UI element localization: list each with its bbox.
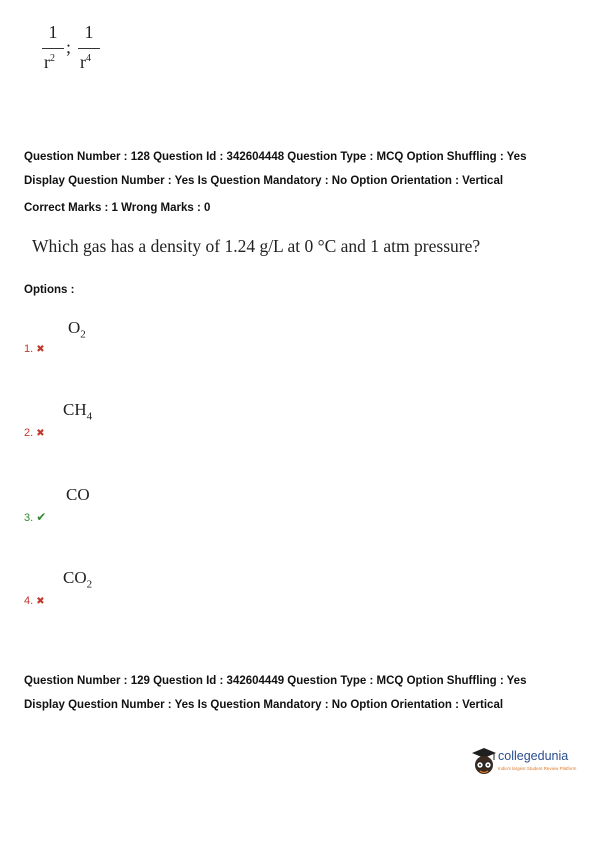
collegedunia-logo	[470, 745, 580, 781]
question-129-header-line-1: Question Number : 129 Question Id : 342604449 Question Type : MCQ Option Shuffling : Yes	[24, 675, 527, 687]
fraction-1-bar	[42, 48, 64, 49]
question-128-header-line-1: Question Number : 128 Question Id : 342604448 Question Type : MCQ Option Shuffling : Yes	[24, 151, 527, 163]
check-icon: ✔	[36, 510, 47, 524]
fraction-2-denominator: $r^4$	[80, 52, 91, 72]
option-1-text: $O_2$	[68, 318, 86, 341]
option-4-number: 4. ✖	[24, 595, 45, 607]
option-3-text: CO	[66, 485, 90, 504]
options-label: Options :	[24, 284, 75, 296]
ratio-expression	[40, 22, 120, 82]
question-129-header-line-2: Display Question Number : Yes Is Question Mandatory : No Option Orientation : Vertical	[24, 699, 504, 711]
cross-icon: ✖	[36, 428, 45, 439]
fraction-1-numerator: 1	[48, 22, 58, 42]
option-3-number: 3. ✔	[24, 510, 47, 524]
fraction-1-denominator: $r^2$	[44, 52, 55, 72]
fraction-2-bar	[78, 48, 100, 49]
fraction-2-numerator: 1	[84, 22, 94, 42]
brand-tagline: India's largest Student Review Platform	[498, 766, 577, 771]
cross-icon: ✖	[36, 344, 45, 355]
option-4-text: $CO_2$	[63, 568, 93, 591]
question-128-text: Which gas has a density of 1.24 g/L at 0 °C and 1 atm pressure?	[32, 236, 481, 256]
brand-name: collegedunia	[498, 749, 569, 763]
cross-icon: ✖	[36, 596, 45, 607]
mascot-icon	[470, 745, 498, 779]
question-128-header-line-2: Display Question Number : Yes Is Question Mandatory : No Option Orientation : Vertical	[24, 175, 504, 187]
option-2-text: $CH_4$	[63, 400, 93, 423]
option-1-number: 1. ✖	[24, 343, 45, 355]
option-2-number: 2. ✖	[24, 427, 45, 439]
question-128-marks: Correct Marks : 1 Wrong Marks : 0	[24, 202, 211, 214]
fraction-separator: ;	[66, 37, 72, 57]
